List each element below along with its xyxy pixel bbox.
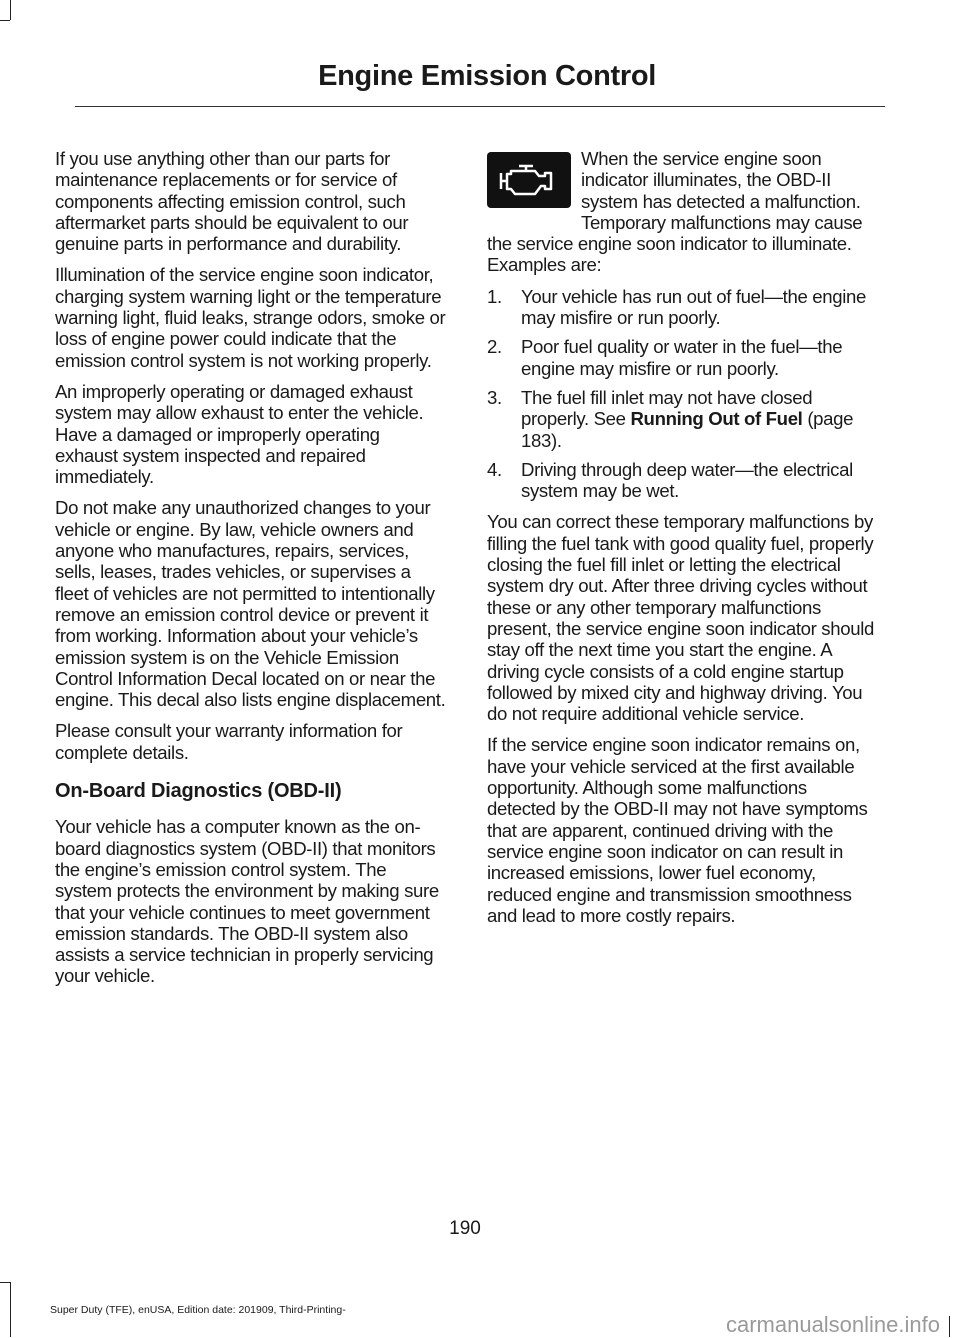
paragraph: An improperly operating or damaged exhaust system may allow exhaust to enter the vehicle. Have a damaged or improperly operating exhaust system inspected and repaired immediately.: [55, 380, 424, 488]
right-column: [487, 148, 879, 936]
paragraph: You can correct these temporary malfunctions by filling the fuel tank with good quality fuel, properly closing the fuel fill inlet or letting the electrical system dry out. After three driving cycles without these or any other temporary malfunctions present, the service engine soon indicator should stay off the next time you start the engine. A driving cycle consists of a cold engine startup followed by mixed city and highway driving. You do not require additional vehicle service.: [487, 511, 875, 725]
header-divider: [75, 106, 885, 107]
list-item: 4. Driving through deep water—the electrical system may be wet.: [487, 458, 853, 502]
footer-edition: Super Duty (TFE), enUSA, Edition date: 201909, Third-Printing-: [50, 1304, 346, 1316]
watermark: carmanualsonline.info: [725, 1312, 940, 1337]
list-item: 3. The fuel fill inlet may not have closed properly. See Running Out of Fuel (page 183).: [487, 386, 854, 451]
paragraph: Illumination of the service engine soon indicator, charging system warning light or the temperature warning light, fluid leaks, strange odors, smoke or loss of engine power could indicate that the emission control system is not working properly.: [55, 264, 446, 371]
page-number: 190: [449, 1218, 481, 1239]
list-item: 1. Your vehicle has run out of fuel—the engine may misfire or run poorly.: [487, 285, 867, 329]
paragraph: Do not make any unauthorized changes to your vehicle or engine. By law, vehicle owners and anyone who manufactures, repairs, services, sells, leases, trades vehicles, or supervises a fleet of vehicles are not permitted to intentionally remove an emission control device or prevent it from working. Information about your vehicle’s emission system is on the Vehicle Emission Control Information Decal located on or near the engine. This decal also lists engine displacement.: [55, 497, 446, 711]
paragraph: When the service engine soon indicator illuminates, the OBD-II system has detected a malfunction. Temporary malfunctions may cause the service engine soon indicator to illuminate. Examples are:: [487, 148, 863, 276]
paragraph: Your vehicle has a computer known as the on-board diagnostics system (OBD-II) that monitors the engine’s emission control system. The system protects the environment by making sure that your vehicle continues to meet government emission standards. The OBD-II system also assists a service technician in properly servicing your vehicle.: [55, 816, 439, 987]
left-column: [55, 148, 447, 997]
paragraph: Please consult your warranty information for complete details.: [55, 720, 403, 763]
paragraph: If the service engine soon indicator remains on, have your vehicle serviced at the first available opportunity. Although some malfunctions detected by the OBD-II may not have symptoms that are apparent, continued driving with the service engine soon indicator on can result in increased emissions, lower fuel economy, reduced engine and transmission smoothness and lead to more costly repairs.: [487, 734, 868, 926]
check-engine-icon: [487, 152, 571, 208]
crop-mark: [10, 1282, 11, 1337]
cross-reference-link[interactable]: Running Out of Fuel: [630, 408, 803, 430]
crop-mark: [10, 0, 11, 20]
list-item: 2. Poor fuel quality or water in the fuel—the engine may misfire or run poorly.: [487, 336, 843, 379]
paragraph: If you use anything other than our parts for maintenance replacements or for service of components affecting emission control, such aftermarket parts should be equivalent to our genuine parts in performance and durability.: [55, 148, 409, 255]
crop-mark: [0, 20, 10, 21]
examples-list: [487, 286, 879, 502]
page-title: Engine Emission Control: [318, 60, 656, 92]
crop-mark: [949, 1316, 950, 1337]
crop-mark: [0, 1282, 10, 1283]
section-heading: On-Board Diagnostics (OBD-II): [55, 780, 342, 803]
